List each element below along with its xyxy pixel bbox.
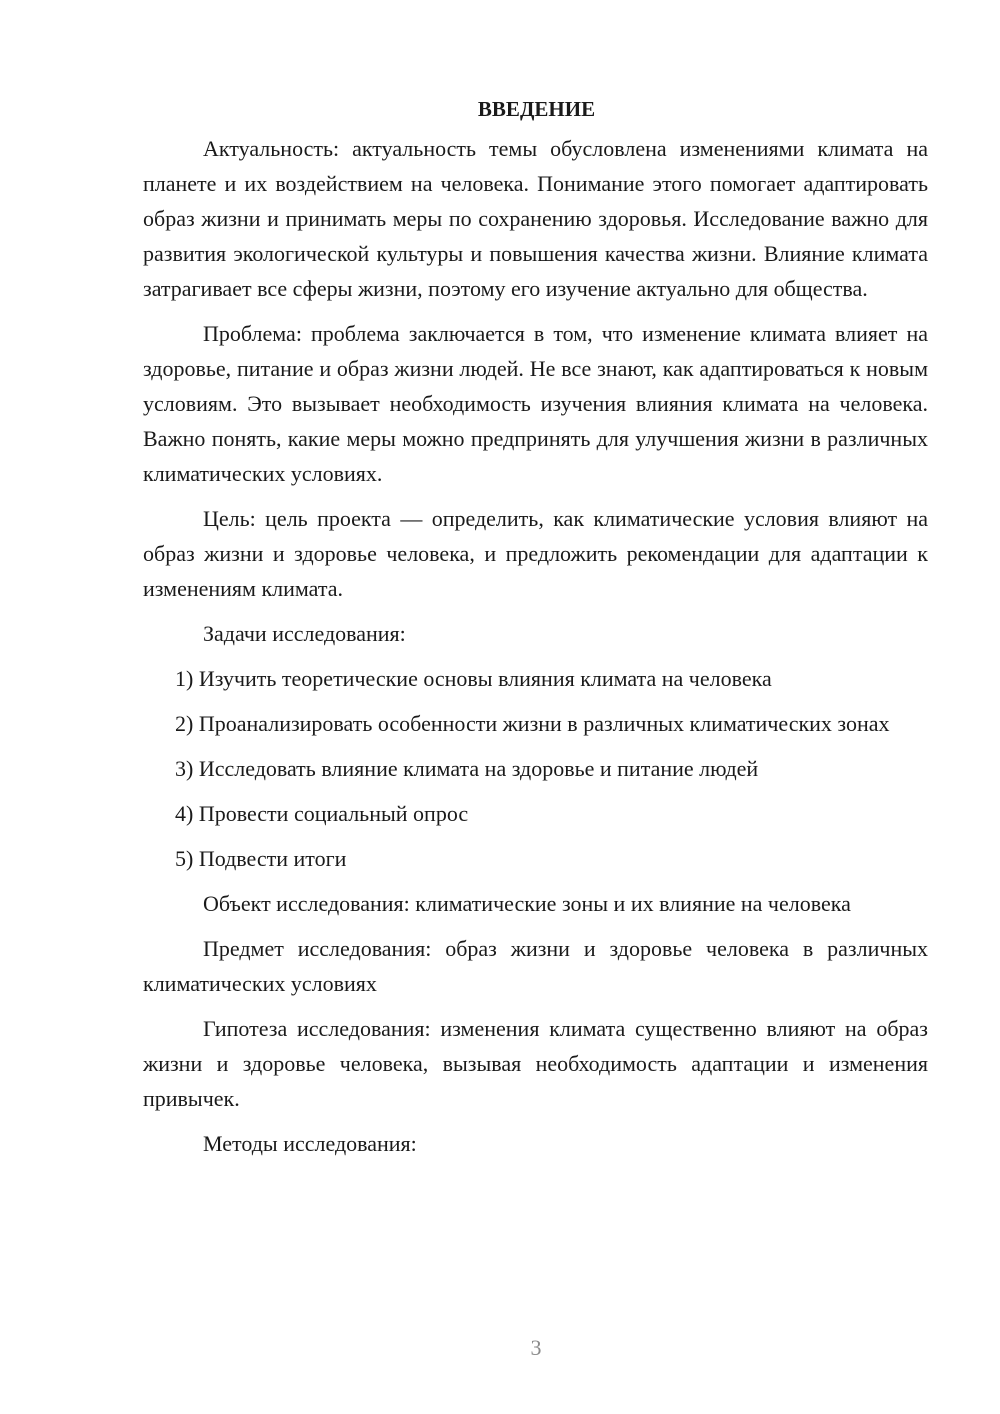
subject-paragraph: Предмет исследования: образ жизни и здоровье человека в различных климатических условиях: [143, 936, 928, 996]
page-content: [143, 92, 928, 1171]
methods-heading: Методы исследования:: [203, 1131, 417, 1156]
list-item: 4) Провести социальный опрос: [175, 801, 469, 826]
hypothesis-paragraph: Гипотеза исследования: изменения климата существенно влияют на образ жизни и здоровье человека, вызывая необходимость адаптации и изменения привычек.: [143, 1016, 928, 1111]
page-title: ВВЕДЕНИЕ: [477, 97, 596, 121]
goal-paragraph: Цель: цель проекта — определить, как климатические условия влияют на образ жизни и здоровье человека, и предложить рекомендации для адаптации к изменениям климата.: [143, 506, 928, 601]
relevance-paragraph: Актуальность: актуальность темы обусловлена изменениями климата на планете и их воздействием на человека. Понимание этого помогает адаптировать образ жизни и принимать меры по сохранению здоровья. Исследование важно для развития экологической культуры и повышения качества жизни. Влияние климата затрагивает все сферы жизни, поэтому его изучение актуально для общества.: [143, 136, 928, 301]
tasks-list: [143, 661, 928, 876]
page-number: 3: [530, 1335, 542, 1360]
problem-paragraph: Проблема: проблема заключается в том, что изменение климата влияет на здоровье, питание и образ жизни людей. Не все знают, как адаптироваться к новым условиям. Это вызывает необходимость изучения влияния климата на человека. Важно понять, какие меры можно предпринять для улучшения жизни в различных климатических условиях.: [143, 321, 928, 486]
object-paragraph: Объект исследования: климатические зоны и их влияние на человека: [203, 891, 851, 916]
list-item: 1) Изучить теоретические основы влияния климата на человека: [175, 666, 772, 691]
list-item: 3) Исследовать влияние климата на здоровье и питание людей: [175, 756, 759, 781]
tasks-heading: Задачи исследования:: [203, 621, 406, 646]
list-item: 5) Подвести итоги: [175, 846, 347, 871]
list-item: 2) Проанализировать особенности жизни в различных климатических зонах: [175, 711, 890, 736]
